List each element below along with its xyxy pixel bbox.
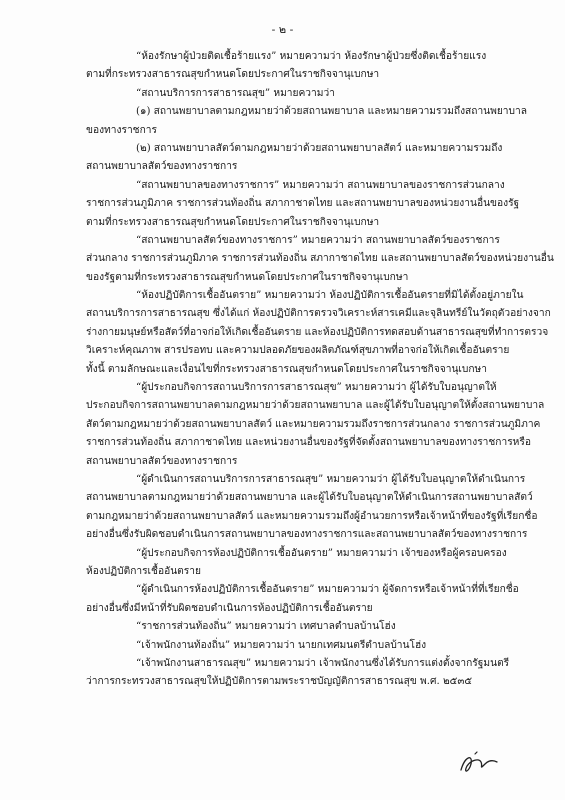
text-line: สถานพยาบาลสัตว์ของทางราชการ [86,161,238,173]
text-line: ตามกฎหมายว่าด้วยสถานพยาบาลสัตว์ และหมายความรวมถึงผู้อำนวยการหรือเจ้าหน้าที่ของรัฐที่เรียกชื่อ [86,510,538,522]
text-line: สถานบริการการสาธารณสุข ซึ่งได้แก่ ห้องปฏิบัติการตรวจวิเคราะห์สารเคมีและจุลินทรีย์ในวัตถุตัวอย่างจาก [86,308,551,320]
text-line: “ผู้ดำเนินการห้องปฏิบัติการเชื้ออันตราย” หมายความว่า ผู้จัดการหรือเจ้าหน้าที่ที่เรียกชื่อ [136,584,519,596]
text-line: อย่างอื่นซึ่งมีหน้าที่รับผิดชอบดำเนินการห้องปฏิบัติการเชื้ออันตราย [86,602,373,614]
text-line: ห้องปฏิบัติการเชื้ออันตราย [86,565,201,577]
text-line: “ราชการส่วนท้องถิ่น” หมายความว่า เทศบาลตำบลบ้านโฮ่ง [136,621,396,633]
document-body [86,48,554,692]
text-line: “เจ้าพนักงานท้องถิ่น” หมายความว่า นายกเทศมนตรีตำบลบ้านโฮ่ง [136,639,427,651]
paragraph [86,471,538,545]
paragraph [86,655,510,692]
paragraph [86,379,545,471]
paragraph [86,545,507,582]
text-line: อย่างอื่นซึ่งรับผิดชอบดำเนินการสถานพยาบาลของทางราชการและสถานพยาบาลสัตว์ของทางราชการ [86,529,528,541]
paragraph [86,48,486,85]
text-line: สถานพยาบาลตามกฎหมายว่าด้วยสถานพยาบาล และผู้ได้รับใบอนุญาตให้ดำเนินการสถานพยาบาลสัตว์ [86,492,533,504]
text-line: “สถานบริการการสาธารณสุข” หมายความว่า [136,87,335,99]
paragraph [86,177,520,232]
text-line: ส่วนกลาง ราชการส่วนภูมิภาค ราชการส่วนท้องถิ่น สภากาชาดไทย และสถานพยาบาลสัตว์ของหน่วยงานอื่น [86,253,554,265]
text-line: “ห้องปฏิบัติการเชื้ออันตราย” หมายความว่า ห้องปฏิบัติการเชื้ออันตรายที่มิได้ตั้งอยู่ภายใน [136,290,524,302]
text-line: ทั้งนี้ ตามลักษณะและเงื่อนไขที่กระทรวงสาธารณสุขกำหนดโดยประกาศในราชกิจจานุเบกษา [86,363,487,375]
paragraph [86,637,486,655]
page-number: - ๒ - [271,23,294,36]
text-line: “สถานพยาบาลของทางราชการ” หมายความว่า สถานพยาบาลของราชการส่วนกลาง [136,179,505,191]
paragraph [86,581,519,618]
text-line: “ห้องรักษาผู้ป่วยติดเชื้อร้ายแรง” หมายความว่า ห้องรักษาผู้ป่วยซึ่งติดเชื้อร้ายแรง [136,51,487,62]
paragraph [86,287,551,379]
text-line: ของทางราชการ [86,124,157,136]
text-line: ของรัฐตามที่กระทรวงสาธารณสุขกำหนดโดยประกาศในราชกิจจานุเบกษา [86,271,409,283]
text-line: ร่างกายมนุษย์หรือสัตว์ที่อาจก่อให้เกิดเชื้ออันตราย และห้องปฏิบัติการทดสอบด้านสาธารณสุขที่ทำการตรวจ [86,326,549,338]
text-line: “ผู้ประกอบกิจการสถานบริการการสาธารณสุข” หมายความว่า ผู้ได้รับใบอนุญาตให้ [136,382,497,394]
paragraph [86,618,486,636]
paragraph [86,232,554,287]
text-line: วิเคราะห์คุณภาพ สารปรอทบ และความปลอดภัยของผลิตภัณฑ์สุขภาพที่อาจก่อให้เกิดเชื้ออันตราย [86,345,510,357]
text-line: ว่าการกระทรวงสาธารณสุขให้ปฏิบัติการตามพระราชบัญญัติการสาธารณสุข พ.ศ. ๒๕๓๕ [86,676,473,688]
text-line: “สถานพยาบาลสัตว์ของทางราชการ” หมายความว่า สถานพยาบาลสัตว์ของราชการ [136,234,500,246]
signature-mark [455,748,501,778]
paragraph [86,103,527,140]
text-line: ราชการส่วนภูมิภาค ราชการส่วนท้องถิ่น สภากาชาดไทย และสถานพยาบาลของหน่วยงานอื่นของรัฐ [86,198,520,210]
text-line: ประกอบกิจการสถานพยาบาลตามกฎหมายว่าด้วยสถานพยาบาล และผู้ได้รับใบอนุญาตให้ตั้งสถานพยาบาล [86,400,545,412]
text-line: ตามที่กระทรวงสาธารณสุขกำหนดโดยประกาศในราชกิจจานุเบกษา [86,69,380,81]
text-line: ตามที่กระทรวงสาธารณสุขกำหนดโดยประกาศในราชกิจจานุเบกษา [86,216,380,228]
text-line: “ผู้ดำเนินการสถานบริการการสาธารณสุข” หมายความว่า ผู้ได้รับใบอนุญาตให้ดำเนินการ [136,473,526,485]
text-line: “เจ้าพนักงานสาธารณสุข” หมายความว่า เจ้าพนักงานซึ่งได้รับการแต่งตั้งจากรัฐมนตรี [136,657,510,669]
text-line: สถานพยาบาลสัตว์ของทางราชการ [86,455,238,467]
paragraph [86,85,486,103]
text-line: (๒) สถานพยาบาลสัตว์ตามกฎหมายว่าด้วยสถานพยาบาลสัตว์ และหมายความรวมถึง [136,142,503,154]
text-line: ราชการส่วนท้องถิ่น สภากาชาดไทย และหน่วยงานอื่นของรัฐที่จัดตั้งสถานพยาบาลของทางราชการหรือ [86,437,531,449]
text-line: (๑) สถานพยาบาลตามกฎหมายว่าด้วยสถานพยาบาล และหมายความรวมถึงสถานพยาบาล [136,106,527,118]
paragraph [86,140,503,177]
text-line: “ผู้ประกอบกิจการห้องปฏิบัติการเชื้ออันตราย” หมายความว่า เจ้าของหรือผู้ครอบครอง [136,547,507,559]
text-line: สัตว์ตามกฎหมายว่าด้วยสถานพยาบาลสัตว์ และหมายความรวมถึงราชการส่วนกลาง ราชการส่วนภูมิภาค [86,418,541,430]
